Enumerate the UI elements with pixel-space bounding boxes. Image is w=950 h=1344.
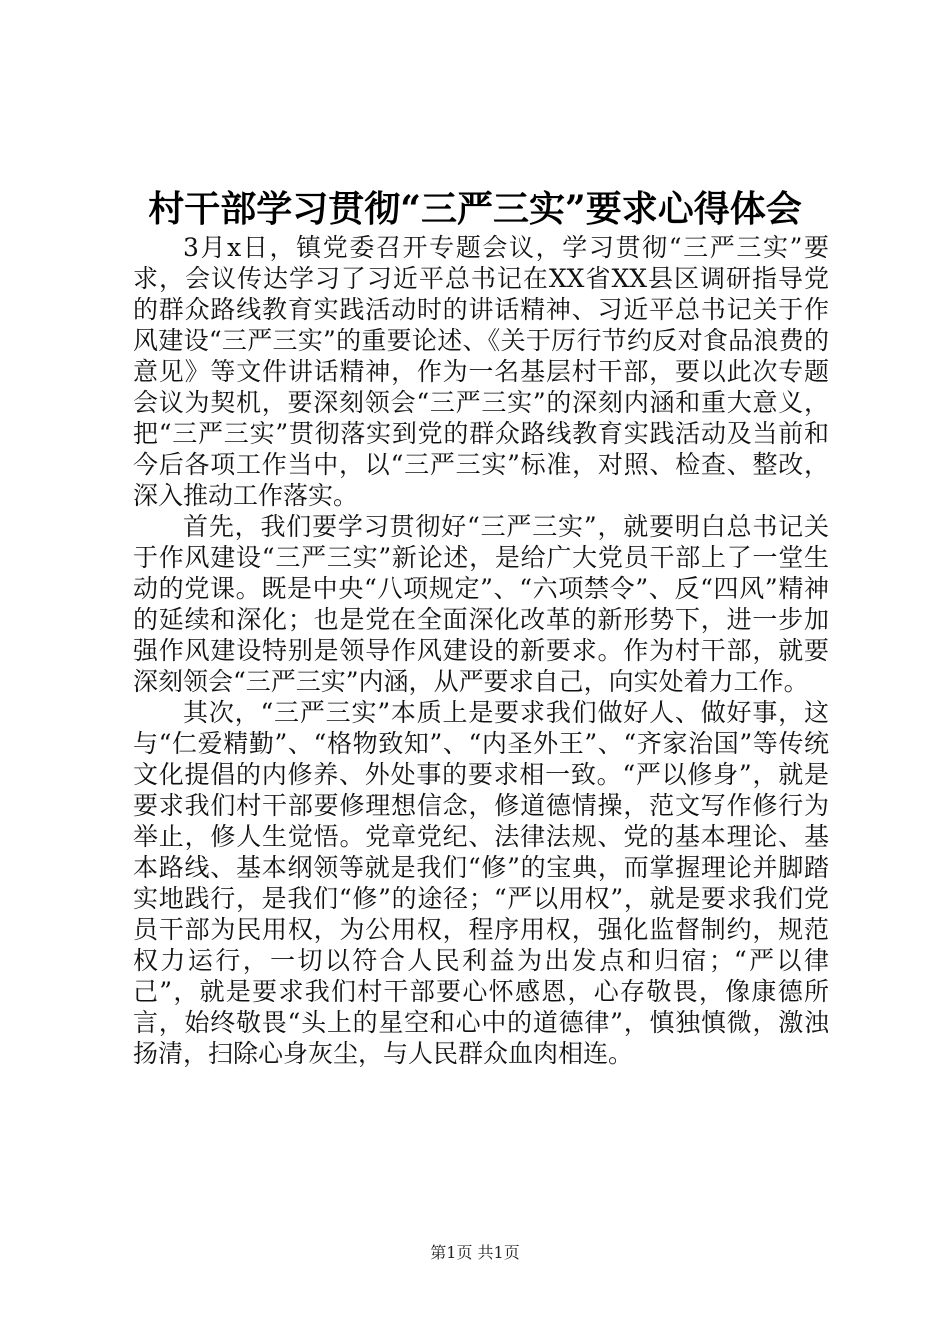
paragraph-1: 3月x日，镇党委召开专题会议，学习贯彻“三严三实”要求，会议传达学习了习近平总书记在XX省XX县区调研指导党的群众路线教育实践活动时的讲话精神、习近平总书记关于作风建设“三严三实”的重要论述、《关于厉行节约反对食品浪费的意见》等文件讲话精神，作为一名基层村干部，要以此次专题会议为契机，要深刻领会“三严三实”的深刻内涵和重大意义，把“三严三实”贯彻落实到党的群众路线教育实践活动及当前和今后各项工作当中，以“三严三实”标准，对照、检查、整改，深入推动工作落实。 (133, 233, 829, 510)
paragraph-3: 其次，“三严三实”本质上是要求我们做好人、做好事，这与“仁爱精勤”、“格物致知”、“内圣外王”、“齐家治国”等传统文化提倡的内修养、外处事的要求相一致。“严以修身”，就是要求我们村干部要修理想信念，修道德情操，范文写作修行为举止，修人生觉悟。党章党纪、法律法规、党的基本理论、基本路线、基本纲领等就是我们“修”的宝典，而掌握理论并脚踏实地践行，是我们“修”的途径；“严以用权”，就是要求我们党员干部为民用权，为公用权，程序用权，强化监督制约，规范权力运行，一切以符合人民利益为出发点和归宿；“严以律己”，就是要求我们村干部要心怀感恩，心存敬畏，像康德所言，始终敬畏“头上的星空和心中的道德律”，慎独慎微，激浊扬清，扫除心身灰尘，与人民群众血肉相连。 (133, 698, 829, 1068)
document-body (133, 232, 829, 1069)
page-footer: 第1页 共1页 (430, 1243, 520, 1262)
paragraph-2: 首先，我们要学习贯彻好“三严三实”，就要明白总书记关于作风建设“三严三实”新论述，是给广大党员干部上了一堂生动的党课。既是中央“八项规定”、“六项禁令”、反“四风”精神的延续和深化；也是党在全面深化改革的新形势下，进一步加强作风建设特别是领导作风建设的新要求。作为村干部，就要深刻领会“三严三实”内涵，从严要求自己，向实处着力工作。 (133, 512, 829, 696)
document-title: 村干部学习贯彻“三严三实”要求心得体会 (148, 188, 802, 230)
